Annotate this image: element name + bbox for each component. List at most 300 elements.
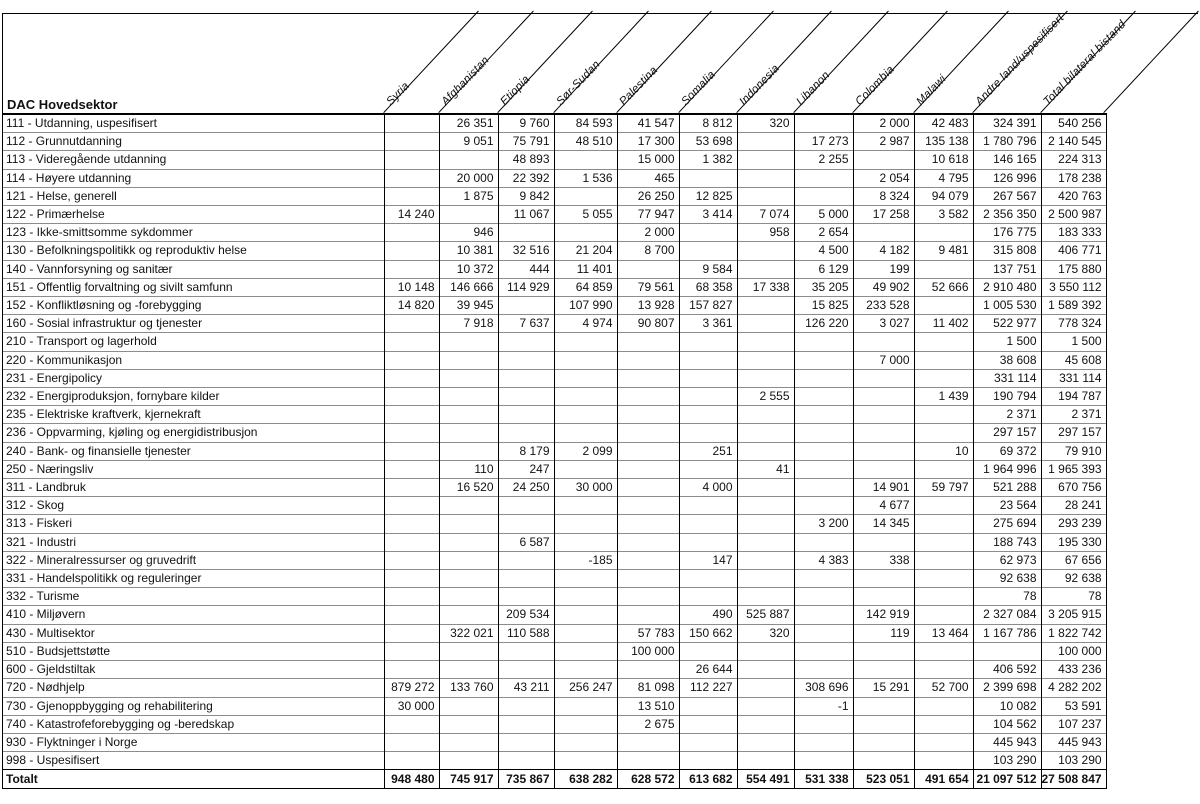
cell-value <box>853 406 914 424</box>
cell-value: 297 157 <box>1041 424 1106 442</box>
cell-value <box>384 169 439 187</box>
row-label: 312 - Skog <box>3 497 384 515</box>
cell-value <box>914 588 973 606</box>
cell-value: 8 179 <box>498 442 554 460</box>
cell-value <box>384 187 439 205</box>
cell-value <box>679 497 737 515</box>
cell-value <box>554 661 617 679</box>
cell-value <box>737 133 794 151</box>
cell-value: 126 220 <box>794 315 853 333</box>
cell-value <box>737 242 794 260</box>
cell-value: 11 401 <box>554 260 617 278</box>
table-row <box>3 388 1106 406</box>
cell-value: 525 887 <box>737 606 794 624</box>
cell-value <box>498 424 554 442</box>
table-row <box>3 697 1106 715</box>
cell-value: 3 205 915 <box>1041 606 1106 624</box>
table-row <box>3 679 1106 697</box>
cell-value: 79 561 <box>617 278 679 296</box>
cell-value <box>679 369 737 387</box>
row-label: 140 - Vannforsyning og sanitær <box>3 260 384 278</box>
cell-value: 2 140 545 <box>1041 133 1106 151</box>
table-body <box>2 113 1107 789</box>
row-label: 410 - Miljøvern <box>3 606 384 624</box>
cell-value <box>439 551 498 569</box>
cell-value: 2 000 <box>853 115 914 133</box>
cell-value <box>384 442 439 460</box>
cell-value: 745 917 <box>439 770 498 789</box>
cell-value: 26 250 <box>617 187 679 205</box>
cell-value <box>853 442 914 460</box>
cell-value: 2 099 <box>554 442 617 460</box>
cell-value: 142 919 <box>853 606 914 624</box>
cell-value: 9 481 <box>914 242 973 260</box>
table-row <box>3 588 1106 606</box>
cell-value <box>794 169 853 187</box>
cell-value: 199 <box>853 260 914 278</box>
cell-value: 2 399 698 <box>973 679 1041 697</box>
cell-value <box>914 733 973 751</box>
cell-value <box>439 715 498 733</box>
cell-value <box>617 570 679 588</box>
cell-value <box>439 206 498 224</box>
cell-value <box>914 752 973 770</box>
cell-value <box>853 424 914 442</box>
cell-value: 195 330 <box>1041 533 1106 551</box>
cell-value: 1 589 392 <box>1041 297 1106 315</box>
cell-value <box>498 406 554 424</box>
cell-value: 190 794 <box>973 388 1041 406</box>
cell-value: 30 000 <box>384 697 439 715</box>
cell-value: 146 666 <box>439 278 498 296</box>
cell-value <box>617 442 679 460</box>
cell-value: 14 901 <box>853 479 914 497</box>
cell-value <box>679 752 737 770</box>
cell-value <box>679 533 737 551</box>
column-header-label: Libanon <box>794 69 833 108</box>
cell-value: 13 464 <box>914 624 973 642</box>
cell-value: 52 666 <box>914 278 973 296</box>
cell-value <box>679 642 737 660</box>
cell-value: 59 797 <box>914 479 973 497</box>
column-header-label: Total bilateral bistand <box>1041 18 1129 108</box>
table-row <box>3 642 1106 660</box>
cell-value: 523 051 <box>853 770 914 789</box>
cell-value <box>384 351 439 369</box>
table-row <box>3 442 1106 460</box>
cell-value <box>439 369 498 387</box>
row-label: 151 - Offentlig forvaltning og sivilt samfunn <box>3 278 384 296</box>
table-row <box>3 260 1106 278</box>
cell-value: 92 638 <box>973 570 1041 588</box>
cell-value <box>554 606 617 624</box>
cell-value: 27 508 847 <box>1041 770 1106 789</box>
cell-value <box>914 424 973 442</box>
cell-value <box>794 624 853 642</box>
table-row <box>3 151 1106 169</box>
cell-value <box>617 260 679 278</box>
cell-value <box>737 533 794 551</box>
table-row <box>3 315 1106 333</box>
cell-value: 17 338 <box>737 278 794 296</box>
cell-value <box>554 642 617 660</box>
cell-value <box>853 224 914 242</box>
cell-value <box>794 333 853 351</box>
cell-value: 320 <box>737 624 794 642</box>
cell-value <box>914 515 973 533</box>
cell-value <box>498 551 554 569</box>
cell-value <box>384 388 439 406</box>
cell-value <box>498 224 554 242</box>
cell-value <box>439 588 498 606</box>
cell-value: 338 <box>853 551 914 569</box>
cell-value <box>679 388 737 406</box>
cell-value: 3 414 <box>679 206 737 224</box>
row-label: 240 - Bank- og finansielle tjenester <box>3 442 384 460</box>
cell-value: 540 256 <box>1058 116 1102 130</box>
cell-value: 322 021 <box>439 624 498 642</box>
cell-value: 4 182 <box>853 242 914 260</box>
cell-value <box>737 169 794 187</box>
cell-value <box>794 115 853 133</box>
cell-value <box>439 733 498 751</box>
cell-value <box>617 588 679 606</box>
cell-value: 114 929 <box>498 278 554 296</box>
column-header-label: Colombia <box>853 63 897 108</box>
table-row <box>3 715 1106 733</box>
total-row <box>3 770 1106 789</box>
cell-value <box>617 606 679 624</box>
column-header-label: Somalia <box>679 68 718 108</box>
column-header-label: Afghanistan <box>439 54 492 108</box>
cell-value: 110 588 <box>498 624 554 642</box>
cell-value: 68 358 <box>679 278 737 296</box>
cell-value <box>737 333 794 351</box>
cell-value <box>737 733 794 751</box>
cell-value: 6 587 <box>498 533 554 551</box>
cell-value: 1 780 796 <box>973 133 1041 151</box>
cell-value: -1 <box>794 697 853 715</box>
row-label: 231 - Energipolicy <box>3 369 384 387</box>
cell-value <box>853 460 914 478</box>
cell-value: 1 500 <box>973 333 1041 351</box>
cell-value <box>498 752 554 770</box>
cell-value: 41 <box>737 460 794 478</box>
cell-value: 4 282 202 <box>1041 679 1106 697</box>
cell-value: 100 000 <box>617 642 679 660</box>
cell-value: 39 945 <box>439 297 498 315</box>
row-label: 430 - Multisektor <box>3 624 384 642</box>
cell-value <box>384 424 439 442</box>
cell-value <box>384 479 439 497</box>
cell-value: 49 902 <box>853 278 914 296</box>
cell-value <box>853 369 914 387</box>
cell-value <box>439 570 498 588</box>
cell-value <box>384 260 439 278</box>
cell-value <box>384 406 439 424</box>
cell-value: 1 439 <box>914 388 973 406</box>
cell-value: 490 <box>679 606 737 624</box>
cell-value <box>737 406 794 424</box>
row-label: 122 - Primærhelse <box>3 206 384 224</box>
cell-value <box>384 133 439 151</box>
cell-value <box>794 406 853 424</box>
cell-value <box>794 424 853 442</box>
row-label: 998 - Uspesifisert <box>3 752 384 770</box>
cell-value <box>439 606 498 624</box>
cell-value <box>737 570 794 588</box>
cell-value <box>853 733 914 751</box>
cell-value <box>737 297 794 315</box>
cell-value <box>737 442 794 460</box>
cell-value <box>554 733 617 751</box>
cell-value <box>914 533 973 551</box>
cell-value: 778 324 <box>1041 315 1106 333</box>
cell-value: 10 618 <box>914 151 973 169</box>
table-row <box>3 551 1106 569</box>
cell-value <box>737 369 794 387</box>
data-table <box>3 115 1106 788</box>
table-row <box>3 115 1106 133</box>
cell-value <box>384 315 439 333</box>
cell-value <box>794 733 853 751</box>
cell-value <box>679 697 737 715</box>
cell-value: 42 483 <box>914 115 973 133</box>
cell-value: 176 775 <box>973 224 1041 242</box>
cell-value: 320 <box>737 115 794 133</box>
cell-value <box>794 533 853 551</box>
cell-value <box>853 697 914 715</box>
cell-value: 2 500 987 <box>1041 206 1106 224</box>
cell-value: 137 751 <box>973 260 1041 278</box>
cell-value: 4 500 <box>794 242 853 260</box>
cell-value: 406 592 <box>973 661 1041 679</box>
cell-value: 183 333 <box>1041 224 1106 242</box>
table-row <box>3 570 1106 588</box>
cell-value <box>679 333 737 351</box>
cell-value: 110 <box>439 460 498 478</box>
cell-value <box>794 497 853 515</box>
cell-value <box>439 424 498 442</box>
cell-value: 2 654 <box>794 224 853 242</box>
cell-value: 331 114 <box>973 369 1041 387</box>
cell-value <box>554 369 617 387</box>
cell-value <box>439 388 498 406</box>
cell-value: 9 584 <box>679 260 737 278</box>
cell-value: 103 290 <box>973 752 1041 770</box>
cell-value: 11 067 <box>498 206 554 224</box>
cell-value: 3 200 <box>794 515 853 533</box>
cell-value: 14 240 <box>384 206 439 224</box>
table-row <box>3 133 1106 151</box>
cell-value <box>384 733 439 751</box>
cell-value <box>794 388 853 406</box>
cell-value <box>737 424 794 442</box>
cell-value <box>617 661 679 679</box>
cell-value: 251 <box>679 442 737 460</box>
cell-value <box>617 733 679 751</box>
cell-value <box>554 406 617 424</box>
cell-value: 531 338 <box>794 770 853 789</box>
cell-value: 2 371 <box>973 406 1041 424</box>
table-row <box>3 752 1106 770</box>
cell-value: 15 291 <box>853 679 914 697</box>
cell-value <box>617 388 679 406</box>
cell-value <box>737 515 794 533</box>
cell-value: 3 027 <box>853 315 914 333</box>
cell-value <box>794 187 853 205</box>
cell-value: 8 812 <box>679 115 737 133</box>
table-row <box>3 278 1106 296</box>
cell-value: 10 082 <box>973 697 1041 715</box>
table-row <box>3 369 1106 387</box>
cell-value: 7 918 <box>439 315 498 333</box>
cell-value <box>617 752 679 770</box>
cell-value <box>554 424 617 442</box>
cell-value: 7 074 <box>737 206 794 224</box>
cell-value: 48 510 <box>554 133 617 151</box>
cell-value <box>853 588 914 606</box>
table-row <box>3 224 1106 242</box>
cell-value: 4 677 <box>853 497 914 515</box>
cell-value <box>914 497 973 515</box>
cell-value: 670 756 <box>1041 479 1106 497</box>
cell-value: 10 <box>914 442 973 460</box>
cell-value: 2 356 350 <box>973 206 1041 224</box>
cell-value <box>439 752 498 770</box>
cell-value <box>617 351 679 369</box>
cell-value: 465 <box>617 169 679 187</box>
cell-value: 92 638 <box>1041 570 1106 588</box>
cell-value <box>498 588 554 606</box>
cell-value <box>794 369 853 387</box>
cell-value: 522 977 <box>973 315 1041 333</box>
cell-value <box>914 715 973 733</box>
cell-value: 17 273 <box>794 133 853 151</box>
table-row <box>3 351 1106 369</box>
cell-value: 2 000 <box>617 224 679 242</box>
cell-value <box>384 588 439 606</box>
cell-value <box>853 333 914 351</box>
cell-value <box>679 733 737 751</box>
cell-value: 406 771 <box>1041 242 1106 260</box>
cell-value <box>679 224 737 242</box>
table-row <box>3 297 1106 315</box>
cell-value: 324 391 <box>973 115 1041 133</box>
cell-value <box>439 697 498 715</box>
cell-value: 1 382 <box>679 151 737 169</box>
cell-value <box>737 642 794 660</box>
cell-value <box>554 187 617 205</box>
column-header-label: Palestina <box>617 64 661 108</box>
cell-value: 147 <box>679 551 737 569</box>
cell-value: 628 572 <box>617 770 679 789</box>
cell-value <box>794 661 853 679</box>
cell-value: 32 516 <box>498 242 554 260</box>
cell-value <box>853 533 914 551</box>
row-label: 114 - Høyere utdanning <box>3 169 384 187</box>
cell-value <box>794 460 853 478</box>
cell-value <box>794 351 853 369</box>
row-label: 930 - Flyktninger i Norge <box>3 733 384 751</box>
cell-value <box>439 442 498 460</box>
column-header-label: Indonesia <box>737 62 782 108</box>
cell-value: 2 987 <box>853 133 914 151</box>
cell-value: 2 910 480 <box>973 278 1041 296</box>
column-header-label: Sør-Sudan <box>554 58 603 108</box>
cell-value <box>853 388 914 406</box>
cell-value <box>737 151 794 169</box>
cell-value <box>384 224 439 242</box>
row-label: 232 - Energiproduksjon, fornybare kilder <box>3 388 384 406</box>
cell-value <box>439 497 498 515</box>
cell-value <box>914 297 973 315</box>
cell-value: 150 662 <box>679 624 737 642</box>
cell-value <box>554 715 617 733</box>
cell-value <box>384 533 439 551</box>
cell-value <box>498 661 554 679</box>
cell-value <box>554 570 617 588</box>
cell-value <box>617 479 679 497</box>
cell-value <box>554 515 617 533</box>
cell-value <box>853 661 914 679</box>
cell-value <box>737 497 794 515</box>
table-row <box>3 515 1106 533</box>
cell-value <box>384 369 439 387</box>
cell-value: 3 550 112 <box>1041 278 1106 296</box>
cell-value: 135 138 <box>914 133 973 151</box>
cell-value: 23 564 <box>973 497 1041 515</box>
cell-value: 78 <box>973 588 1041 606</box>
cell-value: 81 098 <box>617 679 679 697</box>
cell-value <box>384 752 439 770</box>
cell-value <box>554 224 617 242</box>
cell-value: 14 345 <box>853 515 914 533</box>
cell-value <box>498 388 554 406</box>
row-label: 160 - Sosial infrastruktur og tjenester <box>3 315 384 333</box>
cell-value <box>384 515 439 533</box>
cell-value <box>498 497 554 515</box>
cell-value <box>554 388 617 406</box>
column-header-label: Malawi <box>914 73 949 108</box>
cell-value: 267 567 <box>973 187 1041 205</box>
cell-value <box>384 642 439 660</box>
cell-value <box>498 570 554 588</box>
cell-value <box>498 715 554 733</box>
cell-value <box>384 570 439 588</box>
cell-value <box>384 497 439 515</box>
cell-value <box>794 752 853 770</box>
row-label: 331 - Handelspolitikk og reguleringer <box>3 570 384 588</box>
cell-value <box>384 551 439 569</box>
cell-value: 175 880 <box>1041 260 1106 278</box>
cell-value <box>617 515 679 533</box>
cell-value: 52 700 <box>914 679 973 697</box>
cell-value: 28 241 <box>1041 497 1106 515</box>
cell-value <box>914 606 973 624</box>
cell-value <box>384 606 439 624</box>
cell-value: 30 000 <box>554 479 617 497</box>
table-row <box>3 624 1106 642</box>
cell-value <box>554 752 617 770</box>
cell-value: 53 698 <box>679 133 737 151</box>
cell-value: 107 990 <box>554 297 617 315</box>
cell-value: 75 791 <box>498 133 554 151</box>
cell-value: 3 361 <box>679 315 737 333</box>
cell-value: 104 562 <box>973 715 1041 733</box>
cell-value <box>384 624 439 642</box>
cell-value <box>554 624 617 642</box>
